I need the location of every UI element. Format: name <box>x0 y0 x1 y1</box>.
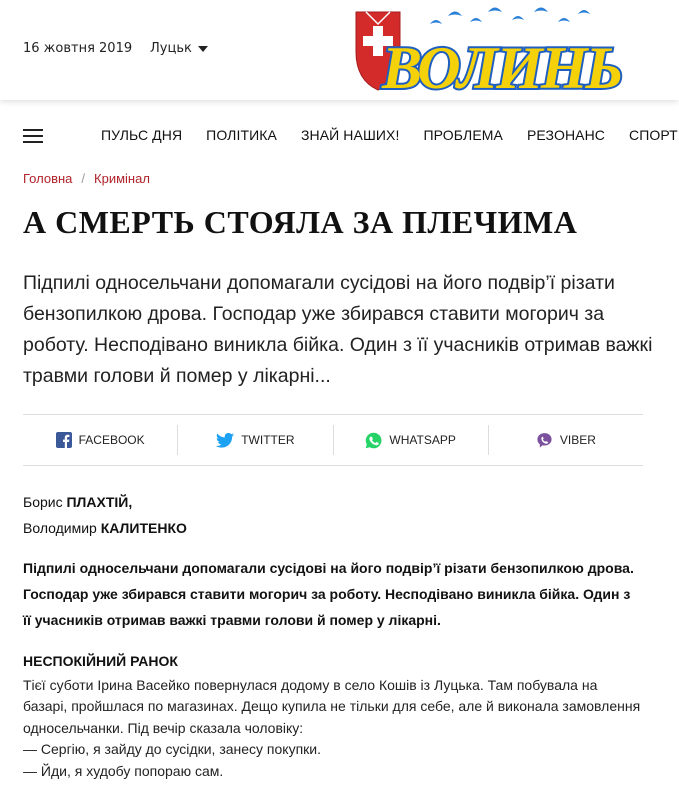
body-paragraph: Тієї суботи Ірина Васейко повернулася додому в село Кошів із Луцька. Там побувала на базарі, пройшлася по магазинах. Дещо купила не тільки для себе, але й виконала замовлення односельчанки. Під вечір сказала чоловіку: <box>23 677 641 736</box>
share-facebook-label: FACEBOOK <box>78 433 145 447</box>
nav-item-problema[interactable]: ПРОБЛЕМА <box>423 127 503 143</box>
chevron-down-icon <box>198 46 208 52</box>
share-whatsapp-label: WHATSAPP <box>389 433 456 447</box>
author-2-first-name: Володимир <box>23 520 101 536</box>
author-1 <box>23 489 187 515</box>
site-header <box>0 0 679 100</box>
facebook-icon <box>56 432 72 448</box>
whatsapp-icon <box>365 432 382 449</box>
author-1-first-name: Борис <box>23 494 67 510</box>
main-navigation <box>0 112 679 158</box>
share-twitter-label: TWITTER <box>241 433 295 447</box>
article-authors <box>23 489 187 541</box>
article-summary: Підпилі односельчани допомагали сусідові на його подвір’ї різати бензопилкою дрова. Господар уже збирався ставити могорич за роботу. Несподівано виникла бійка. Один з її учасників отримав важкі травми голови й помер у лікарні. <box>23 560 634 628</box>
article-body <box>23 675 643 782</box>
section-heading: НЕСПОКІЙНИЙ РАНОК <box>23 653 178 669</box>
nav-item-polityka[interactable]: ПОЛІТИКА <box>206 127 277 143</box>
city-selector[interactable] <box>150 41 208 56</box>
article-lead: Підпилі односельчани допомагали сусідові на його подвір’ї різати бензопилкою дрова. Господар уже збирався ставити могорич за роботу. Несподівано виникла бійка. Один з її учасників отримав важкі травми голови й помер у лікарні... <box>23 272 653 387</box>
nav-item-sport[interactable]: СПОРТ <box>629 127 678 143</box>
breadcrumb-home[interactable]: Головна <box>23 171 73 186</box>
share-twitter-button[interactable] <box>177 425 332 455</box>
nav-item-puls-dnia[interactable]: ПУЛЬС ДНЯ <box>101 127 183 143</box>
article-title: А СМЕРТЬ СТОЯЛА ЗА ПЛЕЧИМА <box>23 204 578 240</box>
nav-item-rezonans[interactable]: РЕЗОНАНС <box>526 127 606 143</box>
city-label: Луцьк <box>150 41 192 56</box>
dialogue-line-2: — Йди, я худобу попораю сам. <box>23 762 224 779</box>
author-2 <box>23 515 187 541</box>
menu-icon[interactable] <box>23 129 43 143</box>
author-2-last-name: КАЛИТЕНКО <box>100 520 187 536</box>
share-viber-label: VIBER <box>559 433 596 447</box>
breadcrumb-category[interactable]: Кримінал <box>94 171 150 186</box>
twitter-icon <box>216 433 234 448</box>
dialogue-line-1: — Сергію, я зайду до сусідки, занесу покупки. <box>23 741 321 758</box>
share-viber-button[interactable] <box>488 425 643 455</box>
breadcrumb <box>23 171 150 186</box>
nav-item-znai-nashykh[interactable]: ЗНАЙ НАШИХ! <box>300 127 400 143</box>
breadcrumb-separator: / <box>81 171 86 186</box>
logo-wordmark: ВОЛИНЬ <box>382 35 622 100</box>
site-logo[interactable] <box>352 6 642 100</box>
share-bar <box>23 414 643 466</box>
share-whatsapp-button[interactable] <box>333 425 488 455</box>
viber-icon <box>536 432 553 449</box>
author-1-last-name: ПЛАХТІЙ, <box>66 494 133 510</box>
share-facebook-button[interactable] <box>23 415 177 465</box>
current-date: 16 жовтня 2019 <box>23 41 133 56</box>
